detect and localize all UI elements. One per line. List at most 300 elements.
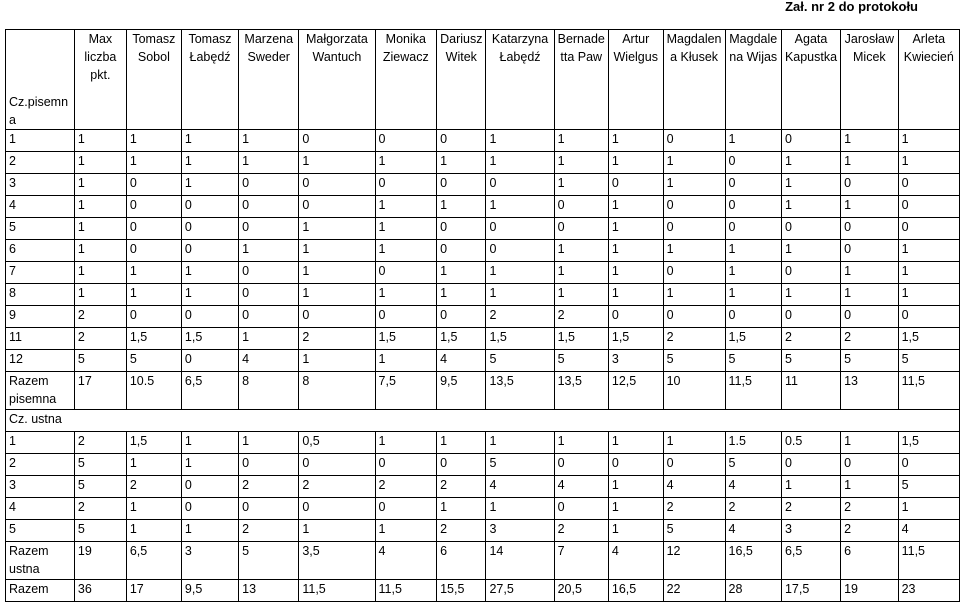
score-cell: 1 [608, 262, 663, 284]
score-cell: 0 [299, 174, 375, 196]
score-cell: 0 [608, 454, 663, 476]
score-cell: 4 [725, 476, 781, 498]
table-row [6, 454, 960, 476]
score-cell: 2 [781, 498, 840, 520]
score-cell: 0 [375, 306, 437, 328]
score-cell: 0 [781, 130, 840, 152]
score-cell: 0 [781, 262, 840, 284]
score-cell: 0 [437, 130, 486, 152]
score-cell: 2 [437, 520, 486, 542]
score-cell: 1 [608, 284, 663, 306]
score-cell: 0 [239, 454, 299, 476]
score-cell: 0 [663, 306, 725, 328]
score-cell: 5 [663, 520, 725, 542]
score-cell: 0 [841, 240, 899, 262]
score-cell: 0 [375, 130, 437, 152]
score-cell: 2 [299, 328, 375, 350]
score-cell: 0 [725, 218, 781, 240]
score-cell: 2 [725, 498, 781, 520]
score-cell: 0 [486, 240, 554, 262]
score-cell: 0 [126, 174, 181, 196]
score-cell: 0 [437, 240, 486, 262]
header-max-points [74, 30, 126, 130]
row-label: Razem [6, 580, 75, 602]
score-cell: 0 [898, 306, 959, 328]
score-cell: 17 [126, 580, 181, 602]
score-cell: 16,5 [608, 580, 663, 602]
score-cell: 0 [299, 196, 375, 218]
header-text-line: Cz.pisemn [9, 95, 69, 109]
score-cell: 2 [239, 520, 299, 542]
score-cell: 1 [486, 432, 554, 454]
score-cell: 1 [181, 262, 238, 284]
score-cell: 19 [841, 580, 899, 602]
score-cell: 0 [126, 240, 181, 262]
score-cell: 0 [375, 174, 437, 196]
table-row [6, 174, 960, 196]
table-row [6, 130, 960, 152]
header-text-line: Micek [853, 50, 886, 64]
score-cell: 1 [486, 262, 554, 284]
score-cell: 0 [437, 218, 486, 240]
score-cell: 0 [239, 284, 299, 306]
document-title: Zał. nr 2 do protokołu [785, 0, 918, 14]
score-cell: 0 [437, 174, 486, 196]
row-label: Razem pisemna [6, 372, 75, 410]
score-cell: 3 [486, 520, 554, 542]
score-cell: 1 [781, 284, 840, 306]
score-cell: 5 [239, 542, 299, 580]
header-text-line: Kwiecień [903, 50, 954, 64]
score-cell: 0 [554, 196, 608, 218]
score-cell: 1 [74, 262, 126, 284]
score-cell: 5 [74, 520, 126, 542]
score-cell: 4 [375, 542, 437, 580]
table-row [6, 240, 960, 262]
grand-total-row [6, 580, 960, 602]
header-text-line: Artur [622, 32, 650, 46]
score-cell: 0 [781, 454, 840, 476]
oral-total-row [6, 542, 960, 580]
score-cell: 1 [181, 174, 238, 196]
score-cell: 5 [841, 350, 899, 372]
score-cell: 2 [841, 520, 899, 542]
score-cell: 22 [663, 580, 725, 602]
score-cell: 0 [898, 196, 959, 218]
score-cell: 0 [725, 196, 781, 218]
score-cell: 1 [74, 218, 126, 240]
score-cell: 1 [126, 498, 181, 520]
score-cell: 1 [181, 152, 238, 174]
row-label: 5 [6, 218, 75, 240]
score-cell: 1 [126, 130, 181, 152]
score-cell: 1 [74, 174, 126, 196]
score-cell: 11 [781, 372, 840, 410]
table-row [6, 306, 960, 328]
header-text-line: tta Paw [560, 50, 603, 64]
score-cell: 1 [898, 262, 959, 284]
header-text-line: Sobol [137, 50, 170, 64]
score-cell: 0,5 [299, 432, 375, 454]
score-cell: 1 [725, 240, 781, 262]
score-cell: 0 [239, 196, 299, 218]
score-cell: 1 [608, 240, 663, 262]
row-label: 4 [6, 498, 75, 520]
score-cell: 1 [554, 262, 608, 284]
score-cell: 5 [486, 350, 554, 372]
score-cell: 1 [375, 350, 437, 372]
row-label: 11 [6, 328, 75, 350]
score-cell: 0 [663, 218, 725, 240]
score-cell: 0 [239, 306, 299, 328]
score-cell: 1,5 [725, 328, 781, 350]
score-cell: 1 [781, 196, 840, 218]
score-cell: 27,5 [486, 580, 554, 602]
score-cell: 1,5 [126, 432, 181, 454]
score-cell: 1 [725, 284, 781, 306]
score-cell: 23 [898, 580, 959, 602]
header-text-line: Monika [385, 32, 426, 46]
header-text-line: Ziewacz [382, 50, 429, 64]
score-cell: 1 [126, 152, 181, 174]
header-text-line: Tomasz [188, 32, 232, 46]
score-cell: 4 [608, 542, 663, 580]
score-cell: 1 [126, 262, 181, 284]
row-label: 1 [6, 432, 75, 454]
header-section-label [6, 30, 75, 130]
score-cell: 4 [898, 520, 959, 542]
score-cell: 4 [663, 476, 725, 498]
score-cell: 1 [781, 476, 840, 498]
score-cell: 1 [554, 174, 608, 196]
score-cell: 0 [781, 218, 840, 240]
score-cell: 36 [74, 580, 126, 602]
score-cell: 2 [663, 328, 725, 350]
score-cell: 1 [898, 152, 959, 174]
score-cell: 0 [486, 174, 554, 196]
score-cell: 12 [663, 542, 725, 580]
score-cell: 2 [74, 306, 126, 328]
score-cell: 1 [554, 284, 608, 306]
score-cell: 1 [554, 432, 608, 454]
score-cell: 0 [375, 454, 437, 476]
score-cell: 2 [74, 432, 126, 454]
score-cell: 0 [725, 306, 781, 328]
score-cell: 5 [898, 350, 959, 372]
score-cell: 7 [554, 542, 608, 580]
score-cell: 0 [181, 350, 238, 372]
score-cell: 0 [299, 130, 375, 152]
score-cell: 1 [841, 130, 899, 152]
score-cell: 1,5 [554, 328, 608, 350]
score-cell: 1 [181, 284, 238, 306]
score-cell: 0 [554, 454, 608, 476]
table-row [6, 350, 960, 372]
score-cell: 2 [126, 476, 181, 498]
score-cell: 0 [299, 454, 375, 476]
table-header [6, 30, 960, 130]
score-cell: 1 [299, 262, 375, 284]
score-cell: 6,5 [781, 542, 840, 580]
table-body [6, 130, 960, 602]
score-cell: 0 [375, 262, 437, 284]
score-cell: 1 [375, 520, 437, 542]
score-cell: 1,5 [375, 328, 437, 350]
score-cell: 0 [898, 454, 959, 476]
header-person [375, 30, 437, 130]
header-person [299, 30, 375, 130]
row-label: 6 [6, 240, 75, 262]
score-cell: 13 [841, 372, 899, 410]
score-cell: 0 [841, 306, 899, 328]
score-cell: 0 [554, 218, 608, 240]
score-cell: 1 [239, 240, 299, 262]
score-cell: 1 [608, 520, 663, 542]
score-cell: 5 [781, 350, 840, 372]
row-label: 2 [6, 454, 75, 476]
score-cell: 1 [437, 284, 486, 306]
score-cell: 0 [126, 218, 181, 240]
section-label: Cz. ustna [6, 410, 960, 432]
score-cell: 1 [375, 218, 437, 240]
score-cell: 0 [181, 240, 238, 262]
score-cell: 2 [74, 498, 126, 520]
score-cell: 5 [725, 350, 781, 372]
score-cell: 0 [299, 498, 375, 520]
score-cell: 1 [437, 432, 486, 454]
score-cell: 5 [486, 454, 554, 476]
score-cell: 1 [74, 284, 126, 306]
header-person [181, 30, 238, 130]
score-cell: 1 [181, 130, 238, 152]
header-person [486, 30, 554, 130]
header-person [608, 30, 663, 130]
score-cell: 1 [608, 476, 663, 498]
score-cell: 1.5 [725, 432, 781, 454]
header-text-line: Arleta [912, 32, 946, 46]
score-cell: 0 [781, 306, 840, 328]
score-cell: 0 [898, 218, 959, 240]
score-cell: 1 [725, 262, 781, 284]
score-cell: 4 [554, 476, 608, 498]
header-text-line: Bernade [557, 32, 605, 46]
score-cell: 13 [239, 580, 299, 602]
score-cell: 16,5 [725, 542, 781, 580]
score-cell: 0 [725, 152, 781, 174]
header-text-line: Łabędź [189, 50, 231, 64]
score-cell: 3 [181, 542, 238, 580]
score-cell: 0 [437, 454, 486, 476]
score-cell: 1,5 [898, 328, 959, 350]
score-cell: 0 [375, 498, 437, 520]
header-text-line: Jarosław [844, 32, 894, 46]
score-cell: 0 [181, 476, 238, 498]
header-text-line: pkt. [90, 68, 111, 82]
score-cell: 28 [725, 580, 781, 602]
header-text-line: Sweder [247, 50, 290, 64]
score-cell: 11,5 [725, 372, 781, 410]
header-text-line: Małgorzata [306, 32, 368, 46]
header-person [437, 30, 486, 130]
score-cell: 0 [239, 174, 299, 196]
score-cell: 1 [126, 520, 181, 542]
header-person [554, 30, 608, 130]
score-cell: 1 [375, 432, 437, 454]
header-text-line: Max [88, 32, 113, 46]
header-text-line: Wielgus [613, 50, 658, 64]
score-cell: 4 [437, 350, 486, 372]
score-cell: 1 [375, 284, 437, 306]
score-cell: 1 [841, 152, 899, 174]
score-cell: 0 [663, 454, 725, 476]
score-cell: 10 [663, 372, 725, 410]
score-cell: 1 [74, 240, 126, 262]
score-cell: 2 [74, 328, 126, 350]
score-cell: 1 [437, 262, 486, 284]
score-cell: 1 [299, 520, 375, 542]
score-cell: 6,5 [181, 372, 238, 410]
score-cell: 2 [841, 498, 899, 520]
row-label: 8 [6, 284, 75, 306]
score-cell: 0 [486, 218, 554, 240]
score-cell: 3 [781, 520, 840, 542]
header-text-line: Kapustka [784, 50, 838, 64]
score-cell: 6 [841, 542, 899, 580]
score-cell: 1 [239, 432, 299, 454]
score-cell: 1 [781, 174, 840, 196]
score-cell: 2 [239, 476, 299, 498]
score-cell: 17,5 [781, 580, 840, 602]
score-cell: 0 [437, 306, 486, 328]
table-row [6, 218, 960, 240]
score-cell: 1 [841, 262, 899, 284]
score-cell: 1 [239, 152, 299, 174]
score-cell: 17 [74, 372, 126, 410]
score-cell: 12,5 [608, 372, 663, 410]
score-cell: 0 [663, 130, 725, 152]
score-cell: 1 [299, 152, 375, 174]
score-cell: 0 [841, 454, 899, 476]
header-text-line: Łabędź [499, 50, 541, 64]
row-label: 5 [6, 520, 75, 542]
header-row [6, 30, 960, 130]
score-cell: 0 [239, 262, 299, 284]
score-cell: 1,5 [181, 328, 238, 350]
score-cell: 1 [554, 240, 608, 262]
score-cell: 2 [841, 328, 899, 350]
score-cell: 1 [74, 152, 126, 174]
table-row [6, 432, 960, 454]
score-cell: 1 [841, 432, 899, 454]
score-cell: 1 [486, 130, 554, 152]
score-cell: 15,5 [437, 580, 486, 602]
score-cell: 1 [375, 196, 437, 218]
score-cell: 1 [898, 130, 959, 152]
score-cell: 0 [663, 262, 725, 284]
score-cell: 1 [608, 498, 663, 520]
score-cell: 8 [299, 372, 375, 410]
score-cell: 5 [725, 454, 781, 476]
score-cell: 0 [898, 174, 959, 196]
table-row [6, 328, 960, 350]
score-cell: 2 [437, 476, 486, 498]
score-cell: 8 [239, 372, 299, 410]
score-cell: 3 [608, 350, 663, 372]
score-cell: 1 [181, 454, 238, 476]
score-cell: 2 [299, 476, 375, 498]
header-person [898, 30, 959, 130]
score-cell: 1 [663, 284, 725, 306]
score-cell: 1 [663, 240, 725, 262]
score-cell: 0 [239, 498, 299, 520]
score-cell: 0 [841, 174, 899, 196]
score-cell: 1 [898, 498, 959, 520]
row-label: 4 [6, 196, 75, 218]
row-label: 3 [6, 174, 75, 196]
header-person [239, 30, 299, 130]
score-cell: 1 [74, 196, 126, 218]
score-cell: 2 [554, 520, 608, 542]
header-person [841, 30, 899, 130]
score-cell: 1 [725, 130, 781, 152]
score-cell: 1 [663, 432, 725, 454]
section-row [6, 410, 960, 432]
score-cell: 11,5 [375, 580, 437, 602]
score-cell: 14 [486, 542, 554, 580]
score-cell: 1 [299, 218, 375, 240]
score-cell: 1 [486, 152, 554, 174]
score-cell: 5 [898, 476, 959, 498]
row-label: 9 [6, 306, 75, 328]
score-cell: 0 [126, 196, 181, 218]
table-row [6, 520, 960, 542]
score-cell: 1,5 [437, 328, 486, 350]
header-text-line: Marzena [244, 32, 294, 46]
score-cell: 1 [486, 284, 554, 306]
score-cell: 1 [898, 284, 959, 306]
score-cell: 3,5 [299, 542, 375, 580]
score-cell: 1 [437, 152, 486, 174]
score-cell: 9,5 [437, 372, 486, 410]
row-label: Razem ustna [6, 542, 75, 580]
score-cell: 11,5 [898, 372, 959, 410]
score-cell: 4 [239, 350, 299, 372]
header-text-line: Wantuch [312, 50, 362, 64]
score-cell: 1 [608, 152, 663, 174]
score-cell: 1 [126, 284, 181, 306]
score-cell: 5 [554, 350, 608, 372]
score-cell: 1 [299, 240, 375, 262]
score-cell: 7,5 [375, 372, 437, 410]
table-row [6, 152, 960, 174]
score-cell: 9,5 [181, 580, 238, 602]
score-cell: 0 [181, 306, 238, 328]
score-cell: 2 [486, 306, 554, 328]
score-cell: 13,5 [486, 372, 554, 410]
header-text-line: Magdalen [666, 32, 722, 46]
score-cell: 1 [608, 130, 663, 152]
row-label: 3 [6, 476, 75, 498]
score-cell: 1 [299, 284, 375, 306]
score-cell: 0 [663, 196, 725, 218]
header-text-line: Agata [794, 32, 828, 46]
header-person [126, 30, 181, 130]
score-cell: 0 [554, 498, 608, 520]
score-cell: 1 [608, 196, 663, 218]
score-cell: 1 [608, 218, 663, 240]
score-cell: 0.5 [781, 432, 840, 454]
score-table [5, 29, 960, 602]
